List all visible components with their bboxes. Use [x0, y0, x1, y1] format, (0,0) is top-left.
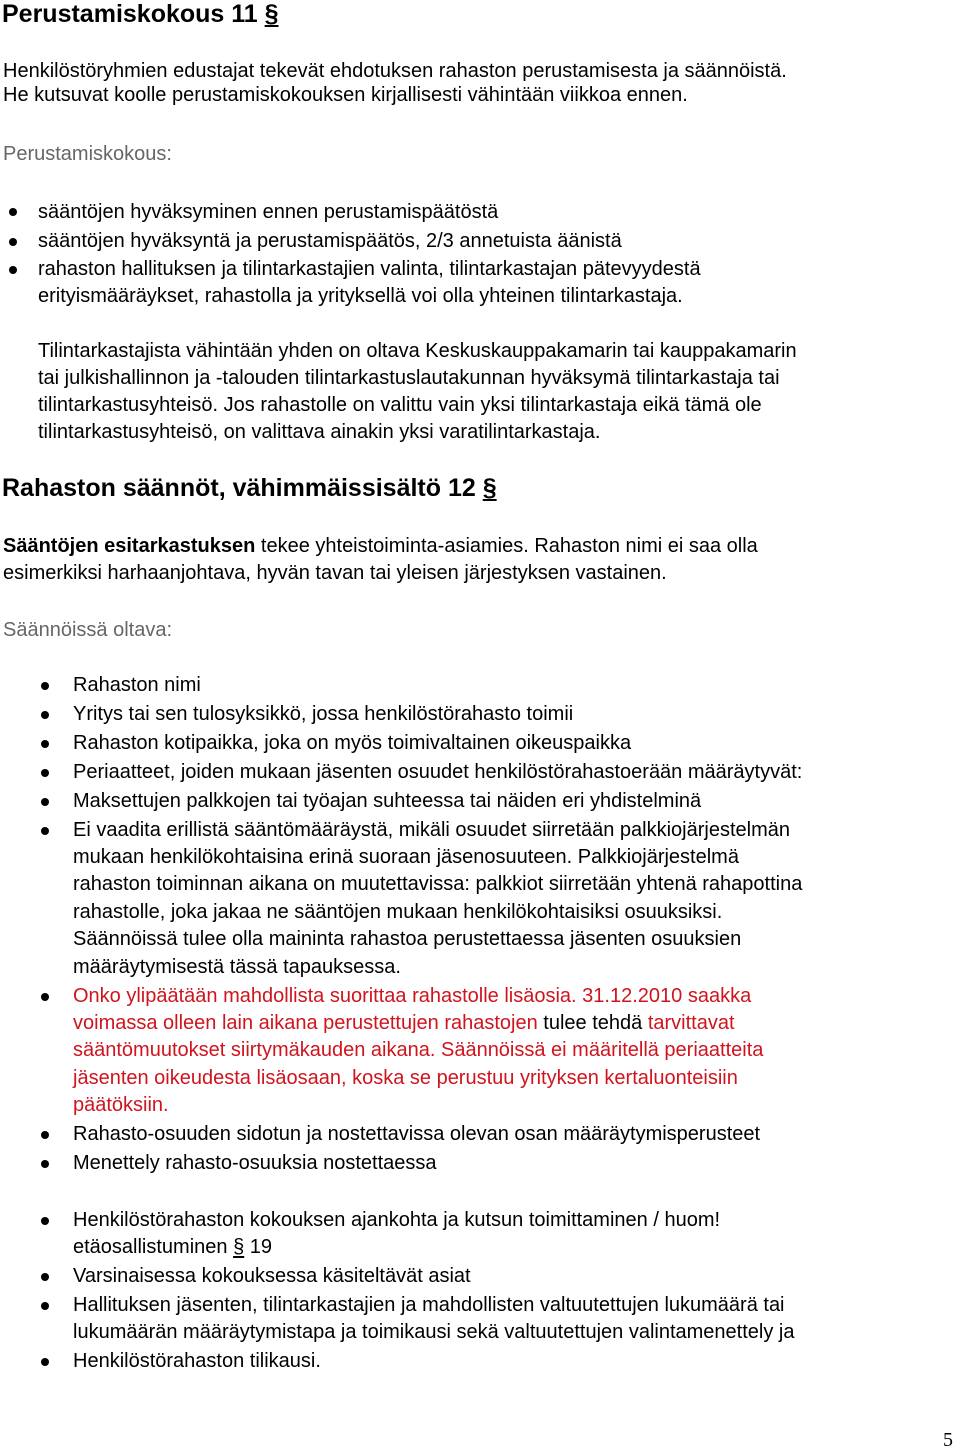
bullet-icon: [9, 208, 17, 216]
list2-item-7-line-2: [73, 1009, 735, 1037]
bold-lead: Sääntöjen esitarkastuksen: [3, 535, 256, 557]
list2-item-10-line-2: [73, 1233, 272, 1261]
list2-item-7-line-3: [73, 1036, 763, 1064]
list2-item-2: Yritys tai sen tulosyksikkö, jossa henkilöstörahasto toimii: [73, 703, 574, 725]
list2-item-12-line-1: Hallituksen jäsenten, tilintarkastajien ja mahdollisten valtuutettujen lukumäärä tai: [73, 1294, 785, 1316]
intro-line-2: He kutsuvat koolle perustamiskokouksen kirjallisesti vähintään viikkoa ennen.: [3, 84, 688, 106]
list2-item-7-line-4: jäsenten oikeudesta lisäosaan, koska se perustuu yrityksen kertaluonteisiin: [73, 1067, 738, 1089]
bullet-icon: [41, 769, 49, 777]
bullet-icon: [9, 238, 17, 246]
section-sign: §: [482, 474, 497, 502]
list2-item-7-line-5: päätöksiin.: [73, 1094, 169, 1116]
list1-item-2: sääntöjen hyväksyntä ja perustamispäätös, 2/3 annetuista äänistä: [38, 230, 622, 252]
section-sign: §: [264, 0, 279, 28]
auditor-paragraph-line-4: tilintarkastusyhteisö, on valittava ainakin yksi varatilintarkastaja.: [38, 421, 601, 443]
bullet-icon: [9, 266, 17, 274]
bullet-icon: [41, 1131, 49, 1139]
list2-item-13: Henkilöstörahaston tilikausi.: [73, 1350, 321, 1372]
section-number: 19: [244, 1236, 273, 1258]
list2-item-6-line-6: määräytymisestä tässä tapauksessa.: [73, 956, 401, 978]
bullet-icon: [41, 1217, 49, 1225]
auditor-paragraph-line-1: Tilintarkastajista vähintään yhden on oltava Keskuskauppakamarin tai kauppakamarin: [38, 340, 797, 362]
bullet-icon: [41, 1358, 49, 1366]
section-sign: §: [233, 1236, 245, 1258]
bullet-icon: [41, 798, 49, 806]
auditor-paragraph-line-2: tai julkishallinnon ja -talouden tilintarkastuslautakunnan hyväksymä tilintarkastaja tai: [38, 367, 780, 389]
list1-item-3-line-1: rahaston hallituksen ja tilintarkastajien valinta, tilintarkastajan pätevyydestä: [38, 258, 701, 280]
list2-item-7-line-1: Onko ylipäätään mahdollista suorittaa rahastolle lisäosia. 31.12.2010 saakka: [73, 985, 752, 1007]
black-text: tulee tehdä: [537, 1012, 648, 1034]
red-text: Säännöissä ei määritellä periaatteita: [435, 1039, 764, 1061]
section-heading-11: [2, 0, 279, 29]
list2-item-8: Rahasto-osuuden sidotun ja nostettavissa olevan osan määräytymisperusteet: [73, 1123, 761, 1145]
list2-item-9: Menettely rahasto-osuuksia nostettaessa: [73, 1152, 437, 1174]
list1-item-1: sääntöjen hyväksyminen ennen perustamispäätöstä: [38, 201, 499, 223]
red-text: voimassa olleen lain aikana perustettujen rahastojen: [73, 1012, 538, 1034]
bullet-icon: [41, 1302, 49, 1310]
list1-item-3-line-2: erityismääräykset, rahastolla ja yrityksellä voi olla yhteinen tilintarkastaja.: [38, 285, 683, 307]
bullet-icon: [41, 993, 49, 1001]
list2-item-6-line-5: Säännöissä tulee olla maininta rahastoa perustettaessa jäsenten osuuksien: [73, 928, 742, 950]
list2-item-6-line-2: mukaan henkilökohtaisina erinä suoraan jäsenosuuteen. Palkkiojärjestelmä: [73, 846, 739, 868]
rules-paragraph-line-2: esimerkiksi harhaanjohtava, hyvän tavan tai yleisen järjestyksen vastainen.: [3, 562, 667, 584]
line-text: etäosallistuminen: [73, 1236, 234, 1258]
heading-text: Rahaston säännöt, vähimmäissisältö 12: [2, 474, 483, 502]
list2-item-4: Periaatteet, joiden mukaan jäsenten osuudet henkilöstörahastoerään määräytyvät:: [73, 761, 803, 783]
bullet-icon: [41, 1160, 49, 1168]
section-heading-12: [2, 474, 497, 503]
list2-item-6-line-3: rahaston toiminnan aikana on muutettavissa: palkkiot siirretään yhtenä rahapottina: [73, 873, 803, 895]
intro-line-1: Henkilöstöryhmien edustajat tekevät ehdotuksen rahaston perustamisesta ja säännöistä.: [3, 60, 787, 82]
list2-item-6-line-1: Ei vaadita erillistä sääntömääräystä, mikäli osuudet siirretään palkkiojärjestelmän: [73, 819, 791, 841]
bullet-icon: [41, 682, 49, 690]
list2-item-11: Varsinaisessa kokouksessa käsiteltävät asiat: [73, 1265, 471, 1287]
list2-item-10-line-1: Henkilöstörahaston kokouksen ajankohta ja kutsun toimittaminen / huom!: [73, 1209, 721, 1231]
list2-item-12-line-2: lukumäärän määräytymistapa ja toimikausi sekä valtuutettujen valintamenettely ja: [73, 1321, 795, 1343]
rules-paragraph-line-1: [3, 532, 758, 560]
bullet-icon: [41, 711, 49, 719]
auditor-paragraph-line-3: tilintarkastusyhteisö. Jos rahastolle on valittu vain yksi tilintarkastaja eikä tämä ole: [38, 394, 762, 416]
bullet-icon: [41, 827, 49, 835]
red-text: tarvittavat: [647, 1012, 735, 1034]
red-text: sääntömuutokset siirtymäkauden aikana.: [73, 1039, 436, 1061]
list2-item-3: Rahaston kotipaikka, joka on myös toimivaltainen oikeuspaikka: [73, 732, 632, 754]
line-rest: tekee yhteistoiminta-asiamies. Rahaston nimi ei saa olla: [255, 535, 758, 557]
perustamiskokous-label: Perustamiskokous:: [3, 143, 172, 165]
list2-item-6-line-4: rahastolle, joka jakaa ne sääntöjen mukaan henkilökohtaisiksi osuuksiksi.: [73, 901, 723, 923]
saannoissa-label: Säännöissä oltava:: [3, 619, 173, 641]
list2-item-1: Rahaston nimi: [73, 674, 201, 696]
heading-text: Perustamiskokous 11: [2, 0, 265, 28]
bullet-icon: [41, 1273, 49, 1281]
bullet-icon: [41, 740, 49, 748]
list2-item-5: Maksettujen palkkojen tai työajan suhteessa tai näiden eri yhdistelminä: [73, 790, 702, 812]
page-number: 5: [943, 1429, 953, 1451]
